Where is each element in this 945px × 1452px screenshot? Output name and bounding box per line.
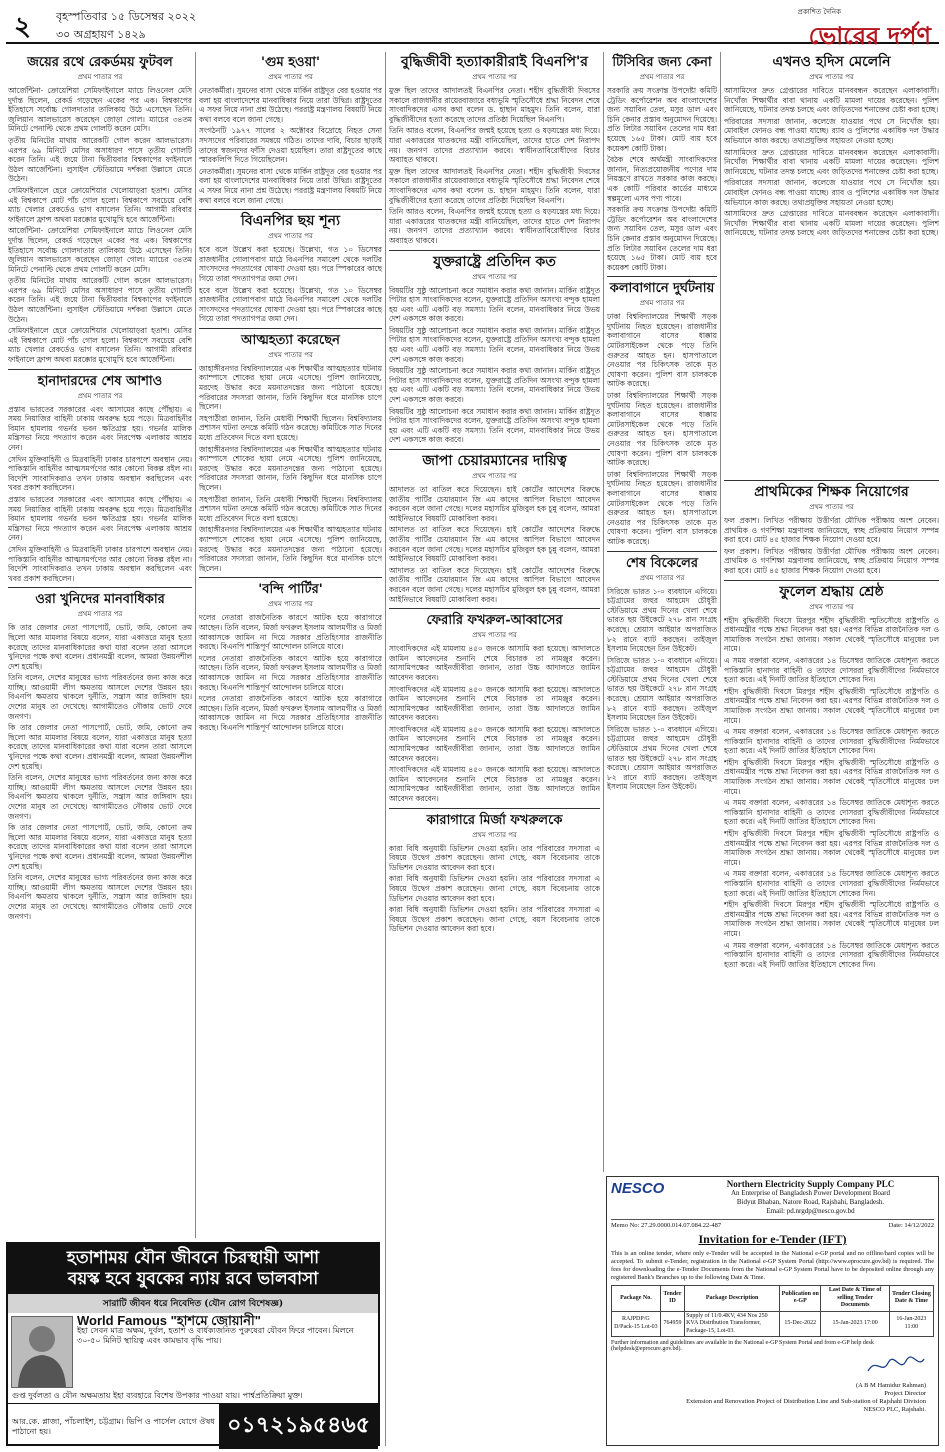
byline: প্রথম পাতার পর <box>809 602 854 611</box>
headline: জাপা চেয়ারম্যানের দায়িত্ব <box>422 453 567 469</box>
article-paragraph: সরকারি ক্রয় সংক্রান্ত উপদেষ্টা কমিটি ট্রেডিং কর্পোরেশন অব বাংলাদেশের জন্য সয়াবিন তেল, মসুর ডাল এবং চিনি কেনার প্রস্তাব অনুমোদন দিয়েছে। প্রতি লিটার সয়াবিন তেলের দাম ধরা হয়েছে ১৬৫ টাকা। মোট ব্যয় হবে কয়েকশ কোটি টাকা। <box>607 205 717 272</box>
article-paragraph: সিরিজে ভারত ১-০ ব্যবধানে এগিয়ে। চট্টগ্রামের জহুর আহমেদ চৌধুরী স্টেডিয়ামে প্রথম দিনের খেলা শেষে ভারত ছয় উইকেটে ২৭৮ রান সংগ্রহ করেছে। শ্রেয়াস আইয়ার অপরাজিত ৮২ রানে ব্যাট করছেন। তাইজুল ইসলাম নিয়েছেন তিন উইকেট। <box>607 724 717 792</box>
article-paragraph: বিষয়টির সুষ্ঠু আলোচনা করে সমাধান করার কথা জানান। মার্কিন রাষ্ট্রদূত পিটার হাস সাংবাদিকদের বলেন, যুক্তরাষ্ট্রে প্রতিদিন অসংখ্য বন্দুক হামলা হয় এবং এটি একটি বড় সমস্যা। তিনি বলেন, মানবাধিকার নিয়ে উভয় দেশ একসঙ্গে কাজ করবে। <box>389 366 600 405</box>
memo-number: Memo No: 27.29.0000.014.07.084.22-487 <box>611 1222 722 1229</box>
divider <box>389 449 600 450</box>
divider <box>389 608 600 609</box>
article-paragraph: মুক্ত ছিল তাদের আদালতই বিএনপির নেতা। শহীদ বুদ্ধিজীবী দিবসের সকালে রাজধানীর রায়েরবাজারে বধ্যভূমি স্মৃতিসৌধে শ্রদ্ধা নিবেদন শেষে সাংবাদিকদের এসব কথা বলেন ড. হাছান মাহমুদ। তিনি বলেন, যারা বুদ্ধিজীবীদের হত্যা করেছে তাদের প্রতিষ্ঠা দিয়েছিল বিএনপি। <box>389 86 600 124</box>
organization-address: Bidyut Bhaban, Natore Road, Rajshahi, Bangladesh. <box>736 1198 885 1206</box>
tender-table <box>611 1285 934 1337</box>
memo-date: Date: 14/12/2022 <box>888 1222 934 1229</box>
column-header: Last Date & Time of selling Tender Documents <box>821 1286 889 1312</box>
article-paragraph: আসামিদের দ্রুত গ্রেপ্তারের দাবিতে মানববন্ধন করেছেন এলাকাবাসী। নিখোঁজ শিক্ষার্থীর বাবা থানায় একটি মামলা দায়ের করেছেন। পুলিশ জানিয়েছে, ঘটনার তদন্ত চলছে এবং জড়িতদের শনাক্তের চেষ্টা করা হচ্ছে। <box>724 147 939 176</box>
article-paragraph: বৈঠক শেষে অর্থমন্ত্রী সাংবাদিকদের জানান, নিত্যপ্রয়োজনীয় পণ্যের দাম নিয়ন্ত্রণে রাখতে সরকার কাজ করছে। এক কোটি পরিবার কার্ডের মাধ্যমে স্বল্পমূল্যে এসব পণ্য পাবে। <box>607 155 717 203</box>
divider <box>199 209 382 210</box>
article-paragraph: আসামিদের দ্রুত গ্রেপ্তারের দাবিতে মানববন্ধন করেছেন এলাকাবাসী। নিখোঁজ শিক্ষার্থীর বাবা থানায় একটি মামলা দায়ের করেছেন। পুলিশ জানিয়েছে, ঘটনার তদন্ত চলছে এবং জড়িতদের শনাক্তের চেষ্টা করা হচ্ছে। <box>724 209 939 238</box>
byline: প্রথম পাতার পর <box>472 472 517 480</box>
ad-address: আর.কে. প্লাজা, পাঁচলাইশ, চট্টগ্রাম। ভিপি ও পার্সেল যোগে ঔষধ পাঠানো হয়। <box>12 1416 215 1436</box>
doctor-photo <box>11 1316 73 1388</box>
article-paragraph: তৃতীয় মিনিটের মাথায় আরেকটি গোল করেন আলভারেস। এরপর ৬৯ মিনিটে মেসির অসাধারণ পাসে তৃতীয় গোলটি করেন তিনি। এই জয়ে টানা দ্বিতীয়বার বিশ্বকাপের ফাইনালে উঠল আর্জেন্টিনা। লুসাইল স্টেডিয়ামে দর্শকরা উল্লাসে মেতে উঠেন। <box>8 276 192 324</box>
organization-info <box>687 1180 934 1216</box>
ad-body <box>8 1313 378 1391</box>
ad-banner <box>8 1244 378 1294</box>
ad-description: ইহা সেবন মাত্র অক্ষম, দুর্বল, হতাশ ও বার্ধক্যজনিত পুরুষেরা যৌবন ফিরে পাবেন। মিলনে ৩০-৫০ মিনিট স্থায়িত্ব এবং কামভাব বৃদ্ধি পায়। <box>77 1326 354 1345</box>
article-paragraph: সহপাঠীরা জানান, তিনি মেধাবী শিক্ষার্থী ছিলেন। বিশ্ববিদ্যালয় প্রশাসন ঘটনা তদন্তে কমিটি গঠন করেছে। কমিটিকে সাত দিনের মধ্যে প্রতিবেদন দিতে বলা হয়েছে। <box>199 494 382 523</box>
article-paragraph: পরিবারের সদস্যরা জানান, কলেজে যাওয়ার পথে সে নিখোঁজ হয়। মোবাইল ফোনও বন্ধ পাওয়া যাচ্ছে। র‍্যাব ও পুলিশের একাধিক দল উদ্ধার অভিযানে কাজ করছে। তথ্যপ্রযুক্তির সহায়তা নেওয়া হচ্ছে। <box>724 116 939 145</box>
headline: 'বন্দি পার্টির' <box>258 582 323 598</box>
byline: প্রথম পাতার পর <box>639 573 685 582</box>
tender-header <box>611 1180 934 1220</box>
table-cell: 16-Jan-2023 11:00 <box>889 1311 933 1337</box>
article-paragraph: জাহাঙ্গীরনগর বিশ্ববিদ্যালয়ের এক শিক্ষার্থীর আত্মহত্যার ঘটনায় ক্যাম্পাসে শোকের ছায়া নেমে এসেছে। পুলিশ জানিয়েছে, মরদেহ উদ্ধার করে ময়নাতদন্তের জন্য পাঠানো হয়েছে। পরিবারের সদস্যরা জানান, তিনি কিছুদিন ধরে মানসিক চাপে ছিলেন। <box>199 363 382 412</box>
column-4 <box>607 52 717 1172</box>
divider <box>607 276 717 277</box>
article-paragraph: মুক্ত ছিল তাদের আদালতই বিএনপির নেতা। শহীদ বুদ্ধিজীবী দিবসের সকালে রাজধানীর রায়েরবাজারে বধ্যভূমি স্মৃতিসৌধে শ্রদ্ধা নিবেদন শেষে সাংবাদিকদের এসব কথা বলেন ড. হাছান মাহমুদ। তিনি বলেন, যারা বুদ্ধিজীবীদের হত্যা করেছে তাদের প্রতিষ্ঠা দিয়েছিল বিএনপি। <box>389 166 600 205</box>
article-paragraph: সেদিন মুক্তিবাহিনী ও মিত্রবাহিনী ঢাকার চারপাশে অবস্থান নেয়। পাকিস্তানি বাহিনীর আত্মসমর্পণের আর কোনো বিকল্প রইল না। বিদেশি সাংবাদিকরাও তখন ঢাকায় অবস্থান করছিলেন এবং খবর প্রকাশ করছিলেন। <box>8 454 192 493</box>
ad-banner-line-2: বয়স্ক হবে যুবকের ন্যায় রবে ভালবাসা <box>67 1269 319 1289</box>
article-paragraph: সহপাঠীরা জানান, তিনি মেধাবী শিক্ষার্থী ছিলেন। বিশ্ববিদ্যালয় প্রশাসন ঘটনা তদন্তে কমিটি গঠন করেছে। কমিটিকে সাত দিনের মধ্যে প্রতিবেদন দিতে বলা হয়েছে। <box>199 413 382 443</box>
byline: প্রথম পাতার পর <box>268 600 313 609</box>
byline: প্রথম পাতার পর <box>809 73 854 81</box>
column-divider <box>720 52 721 667</box>
headline: ফুলেল শ্রদ্ধায় শ্রেষ্ঠ <box>779 583 884 600</box>
article-paragraph: সিরিজে ভারত ১-০ ব্যবধানে এগিয়ে। চট্টগ্রামের জহুর আহমেদ চৌধুরী স্টেডিয়ামে প্রথম দিনের খেলা শেষে ভারত ছয় উইকেটে ২৭৮ রান সংগ্রহ করেছে। শ্রেয়াস আইয়ার অপরাজিত ৮২ রানে ব্যাট করছেন। তাইজুল ইসলাম নিয়েছেন তিন উইকেট। <box>607 586 717 654</box>
column-divider <box>603 52 604 1172</box>
tender-notice <box>606 1176 939 1446</box>
article-paragraph: কারা বিধি অনুযায়ী ডিভিশন দেওয়া হয়নি। তার পরিবারের সদস্যরা এ বিষয়ে উদ্বেগ প্রকাশ করেছেন। জানা গেছে, বয়স বিবেচনায় তাকে ডিভিশন দেওয়ার আবেদন করা হবে। <box>389 843 600 872</box>
byline: প্রথম পাতার পর <box>809 503 854 511</box>
organization-subtitle: An Enterprise of Bangladesh Power Development Board <box>730 1189 890 1197</box>
ad-phone: ০১৭২১৯৫৪৬৫ <box>219 1404 378 1449</box>
column-header: Package Description <box>685 1286 780 1312</box>
ad-subtitle: সারাটি জীবন ধরে নিবেদিত (যৌন রোগ বিশেষজ্ঞ) <box>8 1294 378 1313</box>
headline: 'গুম হওয়া' <box>260 55 321 70</box>
headline: জয়ের রথে রেকর্ডময় ফুটবল <box>27 55 173 70</box>
divider <box>199 577 382 578</box>
article-paragraph: আর্জেন্টিনা- ক্রোয়েশিয়া সেমিফাইনালে ম্যাচে লিওনেল মেসি দুর্দান্ত ছিলেন, রেকর্ড গড়েছেন একের পর এক। বিশ্বকাপের ইতিহাসে সর্বোচ্চ গোলদাতার তালিকায় উঠে এসেছেন তিনি। জুলিয়ান আলভারেস করেছেন জোড়া গোল। ম্যাচের ৩৪তম মিনিটে পেনাল্টি থেকে প্রথম গোলটি করেন মেসি। <box>8 86 192 134</box>
article-paragraph: আদালত তা বাতিল করে দিয়েছেন। হাই কোর্টের আদেশের বিরুদ্ধে জাতীয় পার্টির চেয়ারম্যান জি এম কাদের আপিল বিভাগে আবেদন করবেন বলে জানা গেছে। দলের মহাসচিব মুজিবুল হক চুন্নু বলেন, আমরা আইনিভাবে বিষয়টি মোকাবিলা করব। <box>389 565 600 604</box>
table-cell: 764959 <box>660 1311 684 1337</box>
column-2 <box>199 52 382 1238</box>
byline: প্রথম পাতার পর <box>472 73 517 81</box>
column-header: Tender Closing Date & Time <box>889 1286 933 1312</box>
article-paragraph: নেতাকর্মীরা। সুমনের বাসা থেকে মার্কিন রাষ্ট্রদূত বের হওয়ার পর বলা হয় বাংলাদেশের মানবাধিকার নিয়ে তারা উদ্বিগ্ন। রাষ্ট্রদূতের এ সফর নিয়ে নানা প্রশ্ন উঠেছে। পররাষ্ট্র মন্ত্রণালয় বিষয়টি নিয়ে কথা বলবে বলে জানা গেছে। <box>199 166 382 205</box>
article-paragraph: কি তার জেলার নেতা পাসপোর্ট, ভোট, জমি, কোনো ক্রম ছিলো আর মামলার বিষয়ে বলেন, যারা একাত্তরে মানুষ হত্যা করেছে তাদের মানবাধিকারের কথা যারা বলেন তারা আসলে খুনিদের পক্ষে কথা বলেন। প্রধানমন্ত্রী বলেন, আমরা উন্নয়নশীল দেশ হয়েছি। <box>8 723 192 771</box>
byline: প্রথম পাতার পর <box>268 350 313 359</box>
article-paragraph: বিষয়টির সুষ্ঠু আলোচনা করে সমাধান করার কথা জানান। মার্কিন রাষ্ট্রদূত পিটার হাস সাংবাদিকদের বলেন, যুক্তরাষ্ট্রে প্রতিদিন অসংখ্য বন্দুক হামলা হয় এবং এটি একটি বড় সমস্যা। তিনি বলেন, মানবাধিকার নিয়ে উভয় দেশ একসঙ্গে কাজ করবে। <box>389 285 600 324</box>
article-paragraph: প্রস্তাব ভারতের সরকারের এবং আসামের কাছে পৌঁছায়। এ সময় নিয়াজির বাহিনী ঢাকায় অবরুদ্ধ হয়ে পড়ে। মিত্রবাহিনীর বিমান হামলায় গভর্নর ভবন ক্ষতিগ্রস্ত হয়। গভর্নর মালিক মন্ত্রিসভা নিয়ে পদত্যাগ করেন এবং নিরপেক্ষ এলাকায় আশ্রয় নেন। <box>8 404 192 452</box>
article-paragraph: হবে বলে উল্লেখ করা হয়েছে। উল্লেখ্য, গত ১০ ডিসেম্বর রাজধানীর গোলাপবাগ মাঠে বিএনপির সমাবেশ থেকে দলটির সাংসদদের পদত্যাগের ঘোষণা দেওয়া হয়। পরে স্পিকারের কাছে গিয়ে তারা পদত্যাগপত্র জমা দেন। <box>199 245 382 283</box>
organization-email: Email: pd.nrgdp@nesco.gov.bd <box>766 1207 855 1215</box>
masthead <box>6 4 939 50</box>
headline: যুক্তরাষ্ট্রে প্রতিদিন কত <box>433 253 556 270</box>
ad-contact <box>8 1403 378 1449</box>
article-paragraph: কারা বিধি অনুযায়ী ডিভিশন দেওয়া হয়নি। তার পরিবারের সদস্যরা এ বিষয়ে উদ্বেগ প্রকাশ করেছেন। জানা গেছে, বয়স বিবেচনায় তাকে ডিভিশন দেওয়ার আবেদন করা হবে। <box>389 905 600 934</box>
column-header: Publication on e-GP <box>780 1286 821 1312</box>
article-paragraph: কি তার জেলার নেতা পাসপোর্ট, ভোট, জমি, কোনো ক্রম ছিলো আর মামলার বিষয়ে বলেন, যারা একাত্তরে মানুষ হত্যা করেছে তাদের মানবাধিকারের কথা যারা বলেন তারা আসলে খুনিদের পক্ষে কথা বলেন। প্রধানমন্ত্রী বলেন, আমরা উন্নয়নশীল দেশ হয়েছি। <box>8 623 192 671</box>
article-paragraph: সেদিন মুক্তিবাহিনী ও মিত্রবাহিনী ঢাকার চারপাশে অবস্থান নেয়। পাকিস্তানি বাহিনীর আত্মসমর্পণের আর কোনো বিকল্প রইল না। বিদেশি সাংবাদিকরাও তখন ঢাকায় অবস্থান করছিলেন এবং খবর প্রকাশ করছিলেন। <box>8 544 192 583</box>
headline: কারাগারে মির্জা ফখরুলকে <box>426 812 563 828</box>
byline: প্রথম পাতার পর <box>472 272 517 281</box>
article-paragraph: বিষয়টির সুষ্ঠু আলোচনা করে সমাধান করার কথা জানান। মার্কিন রাষ্ট্রদূত পিটার হাস সাংবাদিকদের বলেন, যুক্তরাষ্ট্রে প্রতিদিন অসংখ্য বন্দুক হামলা হয় এবং এটি একটি বড় সমস্যা। তিনি বলেন, মানবাধিকার নিয়ে উভয় দেশ একসঙ্গে কাজ করবে। <box>389 406 600 445</box>
signature-block <box>611 1355 934 1414</box>
signature-icon <box>866 1355 926 1377</box>
page-number: ২ <box>14 12 31 42</box>
byline: প্রথম পাতার পর <box>268 232 313 241</box>
column-header: Tender ID <box>660 1286 684 1312</box>
article-paragraph: শহীদ বুদ্ধিজীবী দিবসে মিরপুর শহীদ বুদ্ধিজীবী স্মৃতিসৌধে রাষ্ট্রপতি ও প্রধানমন্ত্রীর পক্ষে শ্রদ্ধা নিবেদন করা হয়। এরপর বিভিন্ন রাজনৈতিক দল ও সামাজিক সংগঠন শ্রদ্ধা জানায়। সকাল থেকেই স্মৃতিসৌধে মানুষের ঢল নামে। <box>724 829 939 867</box>
article-paragraph: দলের নেতারা রাজনৈতিক কারণে আটক হয়ে কারাগারে আছেন। তিনি বলেন, মির্জা ফখরুল ইসলাম আলমগীর ও মির্জা আব্বাসকে জামিন না দিয়ে সরকার প্রতিহিংসার রাজনীতি করছে। বিএনপি শান্তিপূর্ণ আন্দোলন চালিয়ে যাবে। <box>199 613 382 652</box>
byline: প্রথম পাতার পর <box>639 299 685 308</box>
headline: প্রাথমিকের শিক্ষক নিয়োগের <box>754 484 909 500</box>
article-paragraph: প্রস্তাব ভারতের সরকারের এবং আসামের কাছে পৌঁছায়। এ সময় নিয়াজির বাহিনী ঢাকায় অবরুদ্ধ হয়ে পড়ে। মিত্রবাহিনীর বিমান হামলায় গভর্নর ভবন ক্ষতিগ্রস্ত হয়। গভর্নর মালিক মন্ত্রিসভা নিয়ে পদত্যাগ করেন এবং নিরপেক্ষ এলাকায় আশ্রয় নেন। <box>8 494 192 543</box>
newspaper-brand <box>798 6 931 58</box>
memo-line <box>611 1222 934 1229</box>
column-5-lower <box>724 476 939 1171</box>
divider <box>607 551 717 552</box>
headline: ওরা খুনিদের মানবাধিকার <box>35 592 165 608</box>
article-paragraph: ঢাকা বিশ্ববিদ্যালয়ের শিক্ষার্থী সড়ক দুর্ঘটনায় নিহত হয়েছেন। রাজধানীর কলাবাগানে বাসের ধাক্কায় মোটরসাইকেল থেকে পড়ে তিনি গুরুতর আহত হন। হাসপাতালে নেওয়ার পর চিকিৎসক তাকে মৃত ঘোষণা করেন। পুলিশ বাস চালককে আটক করেছে। <box>607 469 717 546</box>
article-paragraph: দলের নেতারা রাজনৈতিক কারণে আটক হয়ে কারাগারে আছেন। তিনি বলেন, মির্জা ফখরুল ইসলাম আলমগীর ও মির্জা আব্বাসকে জামিন না দিয়ে সরকার প্রতিহিংসার রাজনীতি করছে। বিএনপি শান্তিপূর্ণ আন্দোলন চালিয়ে যাবে। <box>199 694 382 732</box>
byline: প্রথম পাতার পর <box>472 631 517 640</box>
divider <box>199 328 382 329</box>
nesco-logo: NESCO <box>611 1180 665 1197</box>
headline: এখনও হদিস মেলেনি <box>772 54 891 70</box>
person-icon <box>12 1317 72 1387</box>
divider <box>389 250 600 251</box>
article-paragraph: সেমিফাইনালে হেরে ক্রোয়েশিয়ার খেলোয়াড়রা হতাশ। মেসির এই বিশ্বকাপে মোট পাঁচ গোল হলো। বিশ্বকাপে সবচেয়ে বেশি ম্যাচ খেলার রেকর্ডেও ভাগ বসালেন তিনি। আগামী রবিবার ফাইনালে ফ্রান্স অথবা মরক্কোর মুখোমুখি হবে আর্জেন্টিনা। <box>8 326 192 365</box>
byline: প্রথম পাতার পর <box>77 391 123 400</box>
article-paragraph: শহীদ বুদ্ধিজীবী দিবসে মিরপুর শহীদ বুদ্ধিজীবী স্মৃতিসৌধে রাষ্ট্রপতি ও প্রধানমন্ত্রীর পক্ষে শ্রদ্ধা নিবেদন করা হয়। এরপর বিভিন্ন রাজনৈতিক দল ও সামাজিক সংগঠন শ্রদ্ধা জানায়। সকাল থেকেই স্মৃতিসৌধে মানুষের ঢল নামে। <box>724 900 939 938</box>
column-divider <box>385 52 386 1446</box>
article-paragraph: শহীদ বুদ্ধিজীবী দিবসে মিরপুর শহীদ বুদ্ধিজীবী স্মৃতিসৌধে রাষ্ট্রপতি ও প্রধানমন্ত্রীর পক্ষে শ্রদ্ধা নিবেদন করা হয়। এরপর বিভিন্ন রাজনৈতিক দল ও সামাজিক সংগঠন শ্রদ্ধা জানায়। সকাল থেকেই স্মৃতিসৌধে মানুষের ঢল নামে। <box>724 686 939 725</box>
article-paragraph: ফল প্রকাশ। লিখিত পরীক্ষায় উত্তীর্ণরা মৌখিক পরীক্ষায় অংশ নেবেন। প্রাথমিক ও গণশিক্ষা মন্ত্রণালয় জানিয়েছে, স্বচ্ছ প্রক্রিয়ায় নিয়োগ সম্পন্ন করা হবে। মোট ৪৫ হাজার শিক্ষক নিয়োগ দেওয়া হবে। <box>724 516 939 545</box>
bangla-date: ৩০ অগ্রহায়ণ ১৪২৯ <box>56 28 146 41</box>
article-paragraph: পরিবারের সদস্যরা জানান, কলেজে যাওয়ার পথে সে নিখোঁজ হয়। মোবাইল ফোনও বন্ধ পাওয়া যাচ্ছে। র‍্যাব ও পুলিশের একাধিক দল উদ্ধার অভিযানে কাজ করছে। তথ্যপ্রযুক্তির সহায়তা নেওয়া হচ্ছে। <box>724 178 939 207</box>
article-paragraph: এ সময় বক্তারা বলেন, একাত্তরের ১৪ ডিসেম্বর জাতিকে মেধাশূন্য করতে পাকিস্তানি হানাদার বাহিনী ও তাদের দোসররা বুদ্ধিজীবীদের নির্মমভাবে হত্যা করে। এই দিনটি জাতির ইতিহাসে শোকের দিন। <box>724 798 939 827</box>
article-paragraph: নেতাকর্মীরা। সুমনের বাসা থেকে মার্কিন রাষ্ট্রদূত বের হওয়ার পর বলা হয় বাংলাদেশের মানবাধিকার নিয়ে তারা উদ্বিগ্ন। রাষ্ট্রদূতের এ সফর নিয়ে নানা প্রশ্ন উঠেছে। পররাষ্ট্র মন্ত্রণালয় বিষয়টি নিয়ে কথা বলবে বলে জানা গেছে। <box>199 86 382 124</box>
tender-footnote: Further information and guidelines are available in the National e-GP System Portal and from e-GP help desk (helpdesk@eprocure.gov.bd). <box>611 1340 874 1352</box>
table-header-row <box>612 1286 934 1312</box>
signatory-organization: NESCO PLC, Rajshahi. <box>863 1406 926 1413</box>
column-divider <box>195 52 196 1238</box>
article-paragraph: তিনি বলেন, দেশের মানুষের ভাগ্য পরিবর্তনের জন্য কাজ করে যাচ্ছি। আওয়ামী লীগ ক্ষমতায় আসলে দেশের উন্নয়ন হয়। বিএনপি ক্ষমতায় থাকলে দুর্নীতি, সন্ত্রাস আর জঙ্গিবাদ হয়। দেশের মানুষ তা দেখেছে। আগামীতেও নৌকায় ভোট দেবে জনগণ। <box>8 873 192 921</box>
headline: আত্মহত্যা করেছেন <box>241 332 340 348</box>
article-paragraph: বিষয়টির সুষ্ঠু আলোচনা করে সমাধান করার কথা জানান। মার্কিন রাষ্ট্রদূত পিটার হাস সাংবাদিকদের বলেন, যুক্তরাষ্ট্রে প্রতিদিন অসংখ্য বন্দুক হামলা হয় এবং এটি একটি বড় সমস্যা। তিনি বলেন, মানবাধিকার নিয়ে উভয় দেশ একসঙ্গে কাজ করবে। <box>389 325 600 364</box>
table-row <box>612 1311 934 1337</box>
article-paragraph: আসামিদের দ্রুত গ্রেপ্তারের দাবিতে মানববন্ধন করেছেন এলাকাবাসী। নিখোঁজ শিক্ষার্থীর বাবা থানায় একটি মামলা দায়ের করেছেন। পুলিশ জানিয়েছে, ঘটনার তদন্ত চলছে এবং জড়িতদের শনাক্তের চেষ্টা করা হচ্ছে। <box>724 86 939 115</box>
article-paragraph: কারা বিধি অনুযায়ী ডিভিশন দেওয়া হয়নি। তার পরিবারের সদস্যরা এ বিষয়ে উদ্বেগ প্রকাশ করেছেন। জানা গেছে, বয়স বিবেচনায় তাকে ডিভিশন দেওয়ার আবেদন করা হবে। <box>389 874 600 903</box>
ad-product-name: World Famous "হাশমে জোয়ানী" <box>77 1313 261 1328</box>
article-paragraph: সাংবাদিকদের এই মামলায় ৪৫০ জনকে আসামি করা হয়েছে। আদালতে জামিন আবেদনের শুনানি শেষে বিচারক তা নামঞ্জুর করেন। আসামিপক্ষের আইনজীবীরা জানান, তারা উচ্চ আদালতে জামিন আবেদন করবেন। <box>389 765 600 804</box>
signatory-project: Extension and Renovation Project of Distribution Line and Sub-station of Rajshahi Division <box>686 1398 926 1405</box>
article-paragraph: ফল প্রকাশ। লিখিত পরীক্ষায় উত্তীর্ণরা মৌখিক পরীক্ষায় অংশ নেবেন। প্রাথমিক ও গণশিক্ষা মন্ত্রণালয় জানিয়েছে, স্বচ্ছ প্রক্রিয়ায় নিয়োগ সম্পন্ন করা হবে। মোট ৪৫ হাজার শিক্ষক নিয়োগ দেওয়া হবে। <box>724 546 939 575</box>
column-3 <box>389 52 600 1446</box>
tender-title: Invitation for e-Tender (IFT) <box>698 1232 847 1246</box>
byline: প্রথম পাতার পর <box>268 73 313 81</box>
article-paragraph: শহীদ বুদ্ধিজীবী দিবসে মিরপুর শহীদ বুদ্ধিজীবী স্মৃতিসৌধে রাষ্ট্রপতি ও প্রধানমন্ত্রীর পক্ষে শ্রদ্ধা নিবেদন করা হয়। এরপর বিভিন্ন রাজনৈতিক দল ও সামাজিক সংগঠন শ্রদ্ধা জানায়। সকাল থেকেই স্মৃতিসৌধে মানুষের ঢল নামে। <box>724 615 939 654</box>
article-paragraph: এ সময় বক্তারা বলেন, একাত্তরের ১৪ ডিসেম্বর জাতিকে মেধাশূন্য করতে পাকিস্তানি হানাদার বাহিনী ও তাদের দোসররা বুদ্ধিজীবীদের নির্মমভাবে হত্যা করে। এই দিনটি জাতির ইতিহাসে শোকের দিন। <box>724 727 939 756</box>
divider <box>724 480 939 481</box>
article-paragraph: সিরিজে ভারত ১-০ ব্যবধানে এগিয়ে। চট্টগ্রামের জহুর আহমেদ চৌধুরী স্টেডিয়ামে প্রথম দিনের খেলা শেষে ভারত ছয় উইকেটে ২৭৮ রান সংগ্রহ করেছে। শ্রেয়াস আইয়ার অপরাজিত ৮২ রানে ব্যাট করছেন। তাইজুল ইসলাম নিয়েছেন তিন উইকেট। <box>607 655 717 723</box>
column-1 <box>8 52 192 1238</box>
article-paragraph: তিনি আরও বলেন, বিএনপির জন্মই হয়েছে হত্যা ও ষড়যন্ত্রের মধ্য দিয়ে। যারা একাত্তরের ঘাতকদের মন্ত্রী বানিয়েছিল, তাদের হাতে দেশ নিরাপদ নয়। জনগণ তাদের প্রত্যাখ্যান করবে। স্বাধীনতাবিরোধীদের বিচার অব্যাহত থাকবে। <box>389 207 600 245</box>
article-paragraph: তিনি বলেন, দেশের মানুষের ভাগ্য পরিবর্তনের জন্য কাজ করে যাচ্ছি। আওয়ামী লীগ ক্ষমতায় আসলে দেশের উন্নয়ন হয়। বিএনপি ক্ষমতায় থাকলে দুর্নীতি, সন্ত্রাস আর জঙ্গিবাদ হয়। দেশের মানুষ তা দেখেছে। আগামীতেও নৌকায় ভোট দেবে জনগণ। <box>8 673 192 721</box>
headline: শেষ বিকেলের <box>626 555 698 571</box>
byline: প্রথম পাতার পর <box>472 830 517 839</box>
headline: টিসিবির জন্য কেনা <box>612 55 712 70</box>
headline: হানাদারদের শেষ আশাও <box>37 373 163 389</box>
article-paragraph: তিনি বলেন, দেশের মানুষের ভাগ্য পরিবর্তনের জন্য কাজ করে যাচ্ছি। আওয়ামী লীগ ক্ষমতায় আসলে দেশের উন্নয়ন হয়। বিএনপি ক্ষমতায় থাকলে দুর্নীতি, সন্ত্রাস আর জঙ্গিবাদ হয়। দেশের মানুষ তা দেখেছে। আগামীতেও নৌকায় ভোট দেবে জনগণ। <box>8 773 192 821</box>
paper-logo: ভোরের দর্পণ <box>808 21 931 50</box>
headline: ফেরারি ফখরুল-আব্বাসের <box>426 613 563 629</box>
divider <box>8 369 192 370</box>
table-cell: 15-Dec-2022 <box>780 1311 821 1337</box>
divider <box>389 808 600 809</box>
article-paragraph: সেমিফাইনালে হেরে ক্রোয়েশিয়ার খেলোয়াড়রা হতাশ। মেসির এই বিশ্বকাপে মোট পাঁচ গোল হলো। বিশ্বকাপে সবচেয়ে বেশি ম্যাচ খেলার রেকর্ডেও ভাগ বসালেন তিনি। আগামী রবিবার ফাইনালে ফ্রান্স অথবা মরক্কোর মুখোমুখি হবে আর্জেন্টিনা। <box>8 185 192 224</box>
article-paragraph: আর্জেন্টিনা- ক্রোয়েশিয়া সেমিফাইনালে ম্যাচে লিওনেল মেসি দুর্দান্ত ছিলেন, রেকর্ড গড়েছেন একের পর এক। বিশ্বকাপের ইতিহাসে সর্বোচ্চ গোলদাতার তালিকায় উঠে এসেছেন তিনি। জুলিয়ান আলভারেস করেছেন জোড়া গোল। ম্যাচের ৩৪তম মিনিটে পেনাল্টি থেকে প্রথম গোলটি করেন মেসি। <box>8 226 192 274</box>
article-paragraph: তিনি আরও বলেন, বিএনপির জন্মই হয়েছে হত্যা ও ষড়যন্ত্রের মধ্য দিয়ে। যারা একাত্তরের ঘাতকদের মন্ত্রী বানিয়েছিল, তাদের হাতে দেশ নিরাপদ নয়। জনগণ তাদের প্রত্যাখ্যান করবে। স্বাধীনতাবিরোধীদের বিচার অব্যাহত থাকবে। <box>389 126 600 165</box>
divider <box>724 580 939 581</box>
ad-banner-line-1: হতাশাময় যৌন জীবনে চিরস্থায়ী আশা <box>66 1248 320 1268</box>
day-date: বৃহস্পতিবার ১৫ ডিসেম্বর ২০২২ <box>56 10 197 23</box>
divider <box>8 587 192 588</box>
article-paragraph: তৃতীয় মিনিটের মাথায় আরেকটি গোল করেন আলভারেস। এরপর ৬৯ মিনিটে মেসির অসাধারণ পাসে তৃতীয় গোলটি করেন তিনি। এই জয়ে টানা দ্বিতীয়বার বিশ্বকাপের ফাইনালে উঠল আর্জেন্টিনা। লুসাইল স্টেডিয়ামে দর্শকরা উল্লাসে মেতে উঠেন। <box>8 135 192 184</box>
article-paragraph: জাহাঙ্গীরনগর বিশ্ববিদ্যালয়ের এক শিক্ষার্থীর আত্মহত্যার ঘটনায় ক্যাম্পাসে শোকের ছায়া নেমে এসেছে। পুলিশ জানিয়েছে, মরদেহ উদ্ধার করে ময়নাতদন্তের জন্য পাঠানো হয়েছে। পরিবারের সদস্যরা জানান, তিনি কিছুদিন ধরে মানসিক চাপে ছিলেন। <box>199 444 382 492</box>
article-paragraph: এ সময় বক্তারা বলেন, একাত্তরের ১৪ ডিসেম্বর জাতিকে মেধাশূন্য করতে পাকিস্তানি হানাদার বাহিনী ও তাদের দোসররা বুদ্ধিজীবীদের নির্মমভাবে হত্যা করে। এই দিনটি জাতির ইতিহাসে শোকের দিন। <box>724 655 939 685</box>
paper-tag: প্রকাশিত দৈনিক <box>797 8 841 16</box>
advertisement <box>6 1242 380 1446</box>
byline: প্রথম পাতার পর <box>77 610 123 619</box>
article-paragraph: হবে বলে উল্লেখ করা হয়েছে। উল্লেখ্য, গত ১০ ডিসেম্বর রাজধানীর গোলাপবাগ মাঠে বিএনপির সমাবেশ থেকে দলটির সাংসদদের পদত্যাগের ঘোষণা দেওয়া হয়। পরে স্পিকারের কাছে গিয়ে তারা পদত্যাগপত্র জমা দেন। <box>199 285 382 324</box>
tender-intro: This is an online tender, where only e-Tender will be accepted in the National e-GP portal and no offline/hard copies will be accepted. To submit e-Tender, registration in the National e-GP System Portal (http://www.eprocure.gov.bd) is required. The fees for downloading the e-Tender Documents from the National e-GP System Portal have to be deposited online through any registered Bank's Branches up to the following Date & Time. <box>611 1250 934 1281</box>
article-paragraph: আদালত তা বাতিল করে দিয়েছেন। হাই কোর্টের আদেশের বিরুদ্ধে জাতীয় পার্টির চেয়ারম্যান জি এম কাদের আপিল বিভাগে আবেদন করবেন বলে জানা গেছে। দলের মহাসচিব মুজিবুল হক চুন্নু বলেন, আমরা আইনিভাবে বিষয়টি মোকাবিলা করব। <box>389 485 600 523</box>
article-paragraph: এ সময় বক্তারা বলেন, একাত্তরের ১৪ ডিসেম্বর জাতিকে মেধাশূন্য করতে পাকিস্তানি হানাদার বাহিনী ও তাদের দোসররা বুদ্ধিজীবীদের নির্মমভাবে হত্যা করে। এই দিনটি জাতির ইতিহাসে শোকের দিন। <box>724 869 939 898</box>
ad-extra-text: গুপ্ত দুর্বলতা ও যৌন অক্ষমতায় ইহা ব্যবহারে বিশেষ উপকার পাওয়া যায়। পার্শ্বপ্রতিক্রিয়া মুক্ত। <box>12 1391 303 1400</box>
article-paragraph: সাংবাদিকদের এই মামলায় ৪৫০ জনকে আসামি করা হয়েছে। আদালতে জামিন আবেদনের শুনানি শেষে বিচারক তা নামঞ্জুর করেন। আসামিপক্ষের আইনজীবীরা জানান, তারা উচ্চ আদালতে জামিন আবেদন করবেন। <box>389 724 600 763</box>
article-paragraph: সাংবাদিকদের এই মামলায় ৪৫০ জনকে আসামি করা হয়েছে। আদালতে জামিন আবেদনের শুনানি শেষে বিচারক তা নামঞ্জুর করেন। আসামিপক্ষের আইনজীবীরা জানান, তারা উচ্চ আদালতে জামিন আবেদন করবেন। <box>389 644 600 682</box>
table-cell: 15-Jan-2023 17:00 <box>821 1311 889 1337</box>
byline: প্রথম পাতার পর <box>77 73 123 81</box>
headline: কলাবাগানে দুর্ঘটনায় <box>609 281 715 297</box>
article-paragraph: দলের নেতারা রাজনৈতিক কারণে আটক হয়ে কারাগারে আছেন। তিনি বলেন, মির্জা ফখরুল ইসলাম আলমগীর ও মির্জা আব্বাসকে জামিন না দিয়ে সরকার প্রতিহিংসার রাজনীতি করছে। বিএনপি শান্তিপূর্ণ আন্দোলন চালিয়ে যাবে। <box>199 653 382 692</box>
organization-name: Northern Electricity Supply Company PLC <box>726 1179 895 1189</box>
table-cell: Supply of 11/0.4KV, 434 Nos 250 KVA Distribution Transformer, Package-15, Lot-03. <box>685 1311 780 1337</box>
article-paragraph: শহীদ বুদ্ধিজীবী দিবসে মিরপুর শহীদ বুদ্ধিজীবী স্মৃতিসৌধে রাষ্ট্রপতি ও প্রধানমন্ত্রীর পক্ষে শ্রদ্ধা নিবেদন করা হয়। এরপর বিভিন্ন রাজনৈতিক দল ও সামাজিক সংগঠন শ্রদ্ধা জানায়। সকাল থেকেই স্মৃতিসৌধে মানুষের ঢল নামে। <box>724 757 939 796</box>
ad-text <box>77 1313 375 1388</box>
article-paragraph: কি তার জেলার নেতা পাসপোর্ট, ভোট, জমি, কোনো ক্রম ছিলো আর মামলার বিষয়ে বলেন, যারা একাত্তরে মানুষ হত্যা করেছে তাদের মানবাধিকারের কথা যারা বলেন তারা আসলে খুনিদের পক্ষে কথা বলেন। প্রধানমন্ত্রী বলেন, আমরা উন্নয়নশীল দেশ হয়েছি। <box>8 823 192 871</box>
article-paragraph: সরকারি ক্রয় সংক্রান্ত উপদেষ্টা কমিটি ট্রেডিং কর্পোরেশন অব বাংলাদেশের জন্য সয়াবিন তেল, মসুর ডাল এবং চিনি কেনার প্রস্তাব অনুমোদন দিয়েছে। প্রতি লিটার সয়াবিন তেলের দাম ধরা হয়েছে ১৬৫ টাকা। মোট ব্যয় হবে কয়েকশ কোটি টাকা। <box>607 86 717 153</box>
article-paragraph: আদালত তা বাতিল করে দিয়েছেন। হাই কোর্টের আদেশের বিরুদ্ধে জাতীয় পার্টির চেয়ারম্যান জি এম কাদের আপিল বিভাগে আবেদন করবেন বলে জানা গেছে। দলের মহাসচিব মুজিবুল হক চুন্নু বলেন, আমরা আইনিভাবে বিষয়টি মোকাবিলা করব। <box>389 525 600 564</box>
headline: বিএনপির ছয় শূন্য <box>240 213 341 230</box>
article-paragraph: সংগঠনটি ১৯৭৭ সালের ২ অক্টোবর বিদ্রোহে নিহত সেনা সদস্যদের পরিবারের সমন্বয়ে গঠিত। তাদের দাবি, বিচার ছাড়াই তাদের স্বজনদের ফাঁসি দেওয়া হয়েছিল। তারা রাষ্ট্রদূতের কাছে স্মারকলিপি দিতে গিয়েছিলেন। <box>199 126 382 165</box>
article-paragraph: ঢাকা বিশ্ববিদ্যালয়ের শিক্ষার্থী সড়ক দুর্ঘটনায় নিহত হয়েছেন। রাজধানীর কলাবাগানে বাসের ধাক্কায় মোটরসাইকেল থেকে পড়ে তিনি গুরুতর আহত হন। হাসপাতালে নেওয়ার পর চিকিৎসক তাকে মৃত ঘোষণা করেন। পুলিশ বাস চালককে আটক করেছে। <box>607 391 717 468</box>
signatory-title: Project Director <box>884 1390 926 1397</box>
signatory-name: (A B M Hamidur Rahman) <box>855 1382 926 1389</box>
table-cell: RAJPDP/G D/Pack-15 Lot-03 <box>612 1311 661 1337</box>
article-paragraph: সাংবাদিকদের এই মামলায় ৪৫০ জনকে আসামি করা হয়েছে। আদালতে জামিন আবেদনের শুনানি শেষে বিচারক তা নামঞ্জুর করেন। আসামিপক্ষের আইনজীবীরা জানান, তারা উচ্চ আদালতে জামিন আবেদন করবেন। <box>389 684 600 723</box>
column-header: Package No. <box>612 1286 661 1312</box>
article-paragraph: ঢাকা বিশ্ববিদ্যালয়ের শিক্ষার্থী সড়ক দুর্ঘটনায় নিহত হয়েছেন। রাজধানীর কলাবাগানে বাসের ধাক্কায় মোটরসাইকেল থেকে পড়ে তিনি গুরুতর আহত হন। হাসপাতালে নেওয়ার পর চিকিৎসক তাকে মৃত ঘোষণা করেন। পুলিশ বাস চালককে আটক করেছে। <box>607 312 717 389</box>
headline: বুদ্ধিজীবী হত্যাকারীরাই বিএনপি'র <box>400 54 589 70</box>
byline: প্রথম পাতার পর <box>639 73 685 81</box>
article-paragraph: জাহাঙ্গীরনগর বিশ্ববিদ্যালয়ের এক শিক্ষার্থীর আত্মহত্যার ঘটনায় ক্যাম্পাসে শোকের ছায়া নেমে এসেছে। পুলিশ জানিয়েছে, মরদেহ উদ্ধার করে ময়নাতদন্তের জন্য পাঠানো হয়েছে। পরিবারের সদস্যরা জানান, তিনি কিছুদিন ধরে মানসিক চাপে ছিলেন। <box>199 525 382 573</box>
article-paragraph: এ সময় বক্তারা বলেন, একাত্তরের ১৪ ডিসেম্বর জাতিকে মেধাশূন্য করতে পাকিস্তানি হানাদার বাহিনী ও তাদের দোসররা বুদ্ধিজীবীদের নির্মমভাবে হত্যা করে। এই দিনটি জাতির ইতিহাসে শোকের দিন। <box>724 940 939 969</box>
